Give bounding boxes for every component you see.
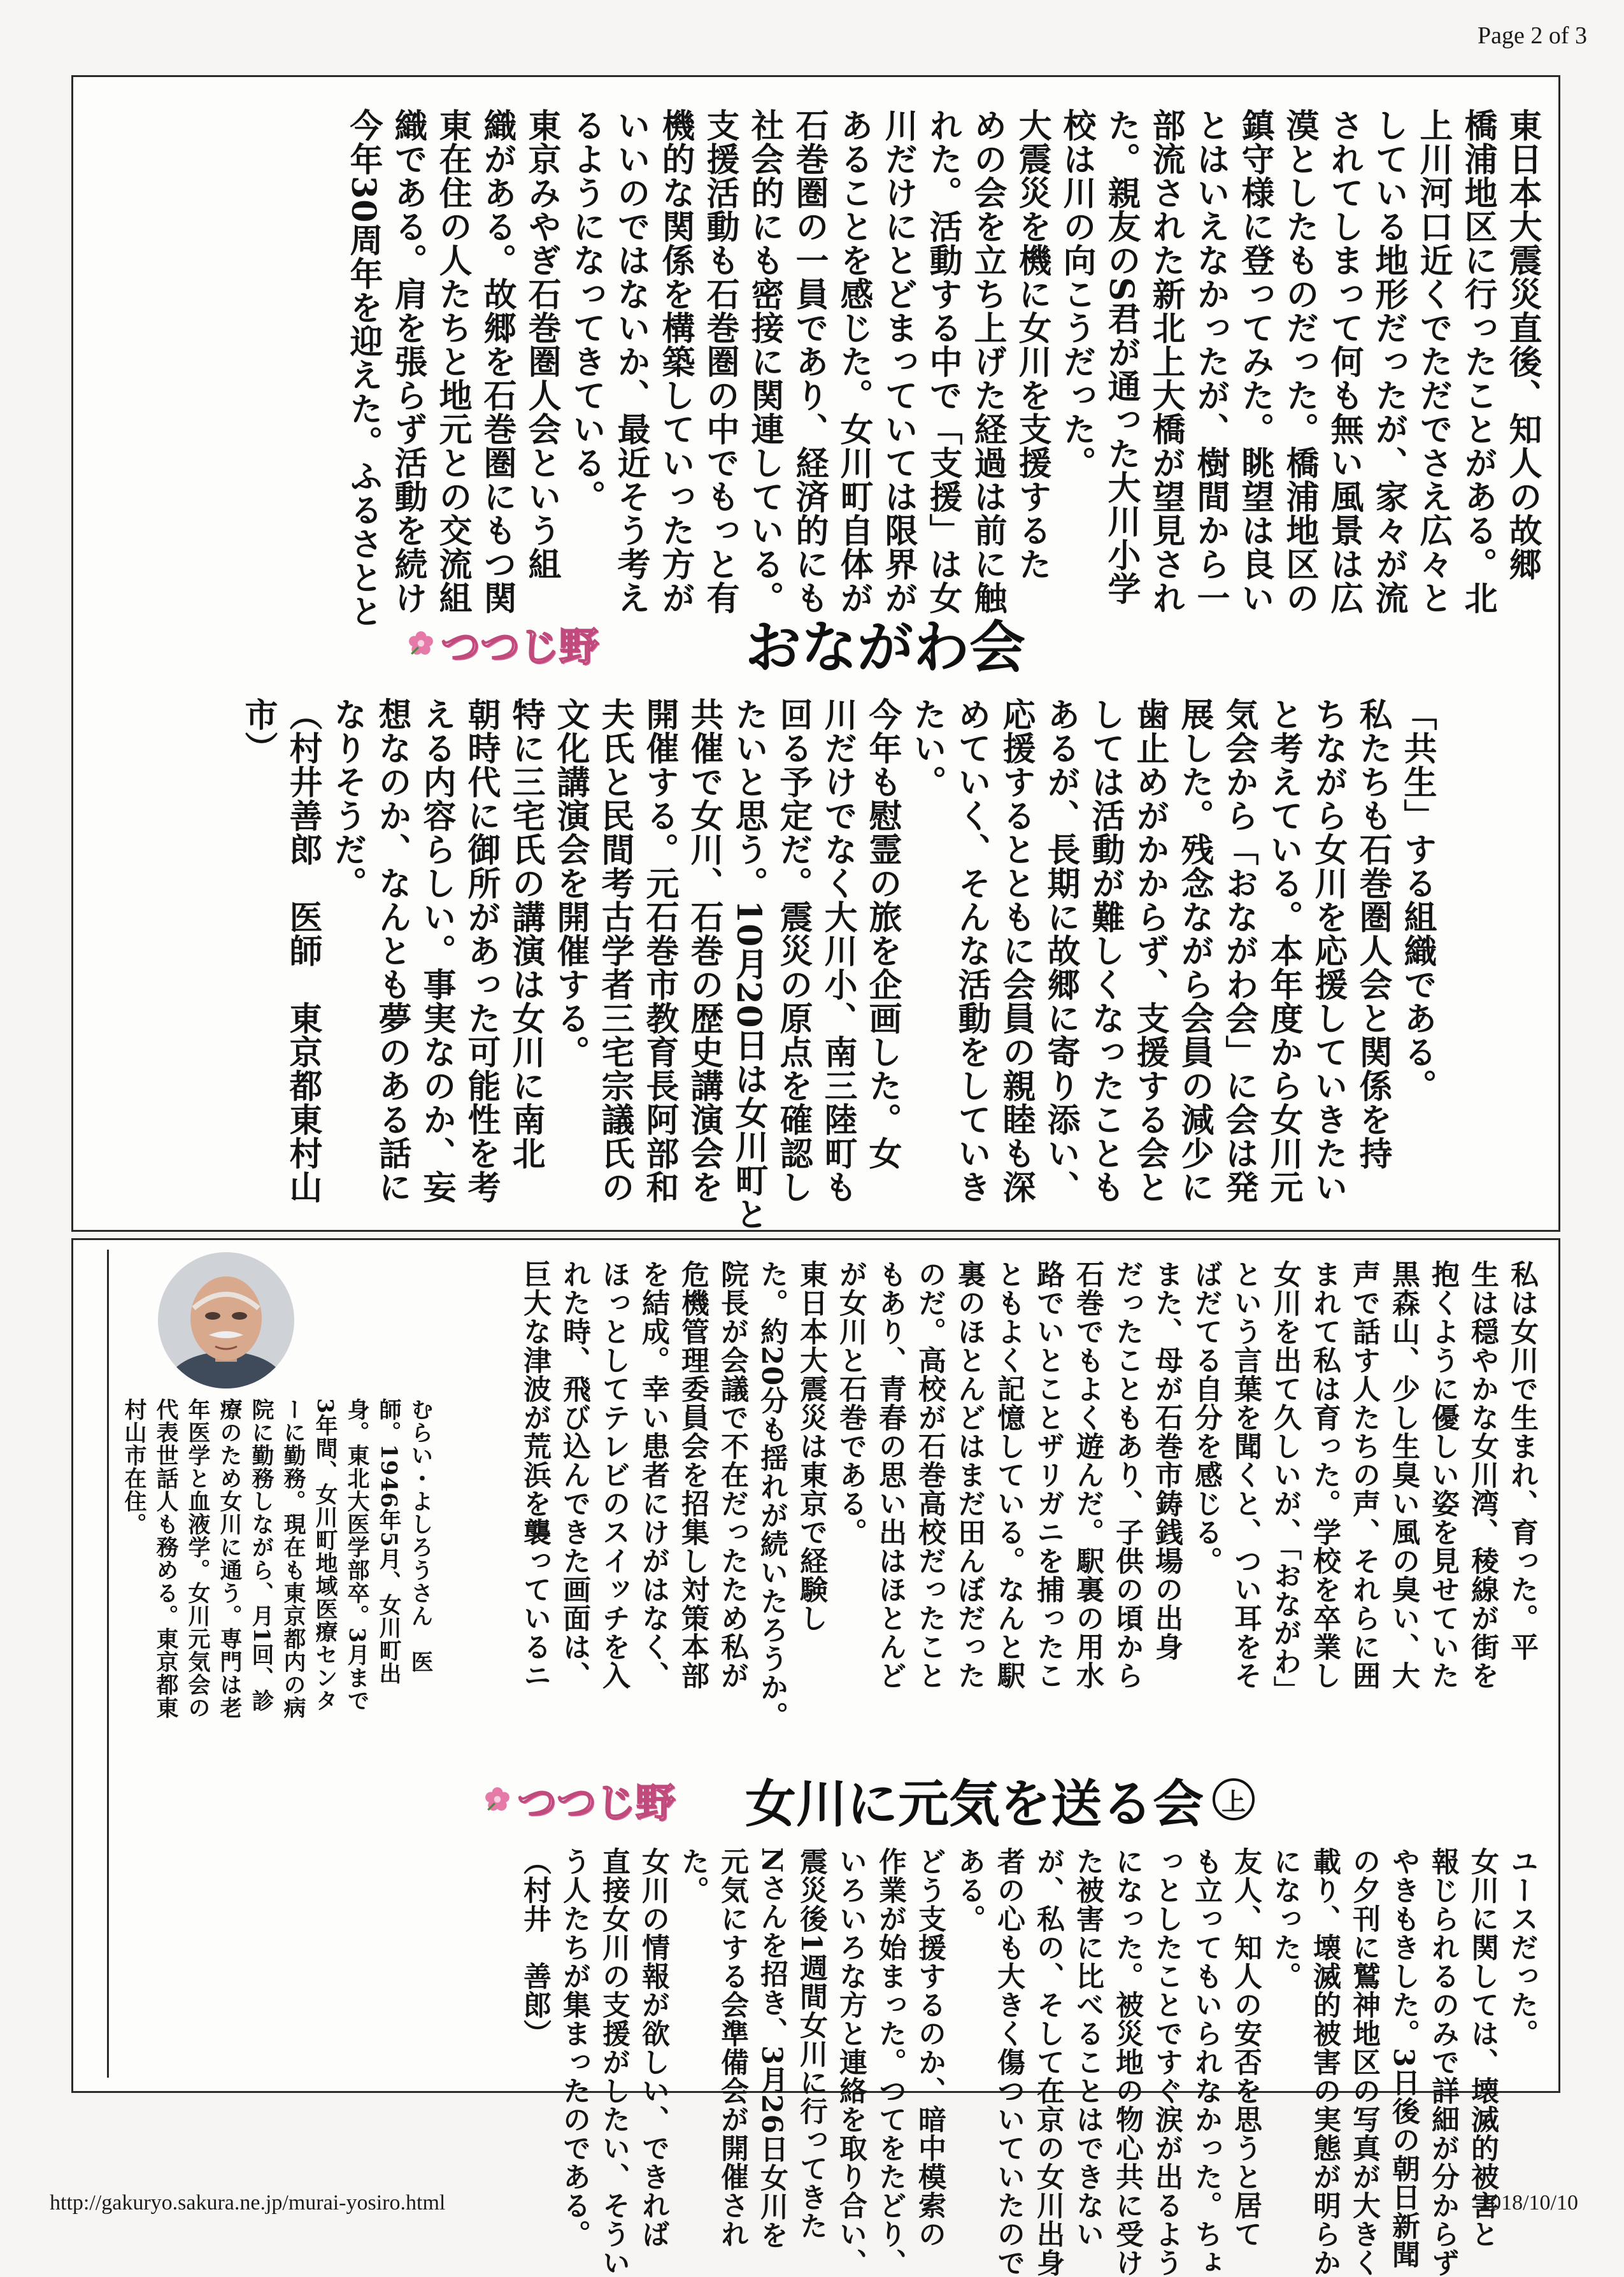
text-column: 東日本大震災直後、知人の故郷 — [1503, 108, 1542, 581]
text-column: 生は穏やかな女川湾、稜線が街を — [1466, 1260, 1499, 1690]
text-column: た。親友のS君が通った大川小学 — [1102, 108, 1141, 606]
text-column: いろいろな方と連絡を取り合い、 — [834, 1847, 867, 2277]
text-column: 部流された新北上大橋が望見され — [1146, 108, 1185, 615]
text-column: 想なのか、なんとも夢のある話に — [373, 697, 411, 1204]
text-column: めの会を立ち上げた経過は前に触 — [968, 108, 1007, 615]
article1-lower-body — [236, 697, 1439, 1231]
print-date: 2018/10/10 — [1479, 2191, 1578, 2215]
article1-title: おながわ会 — [745, 615, 1026, 680]
text-column: 橋浦地区に行ったことがある。北 — [1458, 108, 1497, 615]
text-column: れた時、飛び込んできた画面は、 — [558, 1260, 590, 1690]
text-column: になった。被災地の物心共に受け — [1111, 1847, 1143, 2277]
text-column: 女川を出て久しいが、「おながわ」 — [1269, 1260, 1301, 1704]
text-column: 直接女川の支援がしたい、そうい — [597, 1847, 630, 2277]
text-column: 今年30周年を迎えた。ふるさとと — [344, 108, 383, 629]
text-column: たいと思う。10月20日は女川町と — [729, 697, 768, 1231]
source-url-link[interactable]: http://gakuryo.sakura.ne.jp/murai-yosiro.html — [50, 2191, 446, 2215]
text-column: 東日本大震災は東京で経験し — [795, 1260, 827, 1632]
text-column: 路でいとことザリガニを捕ったこ — [1032, 1260, 1064, 1690]
text-column: るようになってきている。 — [567, 108, 606, 513]
text-column: 友人、知人の安否を思うと居て — [1229, 1847, 1262, 2248]
text-column: どう支援するのか、暗中模索の — [913, 1847, 946, 2248]
text-column: 夫氏と民間考古学者三宅宗議氏の — [595, 697, 634, 1204]
text-column: 校は川の向こうだった。 — [1057, 108, 1096, 480]
article1-upper-body — [341, 108, 1544, 656]
text-column: 特に三宅氏の講演は女川に南北 — [506, 697, 545, 1170]
text-column: の夕刊に鷲神地区の写真が大きく — [1348, 1847, 1380, 2277]
text-column: むらい・よしろうさん 医 — [408, 1398, 434, 1673]
text-column: になった。 — [1269, 1847, 1301, 1990]
azalea-flower-icon — [408, 630, 434, 657]
series-logo-text: つつじ野 — [517, 1779, 676, 1826]
text-column: 織である。肩を張らず活動を続け — [388, 108, 427, 615]
text-column: 巨大な津波が荒浜を襲っているニ — [518, 1260, 551, 1690]
text-column: している地形だったが、家々が流 — [1369, 108, 1408, 615]
text-column: 機的な関係を構築していった方が — [656, 108, 695, 615]
text-column: 市） — [239, 697, 278, 765]
text-column: ーに勤務。現在も東京都内の病 — [280, 1398, 306, 1719]
text-column: た被害に比べることはできない — [1071, 1847, 1104, 2248]
text-column: 石巻でもよく遊んだ。駅裏の用水 — [1071, 1260, 1104, 1690]
text-column: 代表世話人も務める。東京都東 — [153, 1398, 179, 1719]
text-column: いいのではないか、最近そう考え — [611, 108, 650, 615]
text-column: 大震災を機に女川を支援するた — [1013, 108, 1051, 581]
text-column: 作業が始まった。つてをたどり、 — [874, 1847, 906, 2277]
text-column: 漠としたものだった。橋浦地区の — [1280, 108, 1319, 615]
article2-title-row — [484, 1764, 1312, 1834]
text-column: 織がある。故郷を石巻圏にもつ関 — [478, 108, 516, 615]
text-column: 黒森山、少し生臭い風の臭い、大 — [1387, 1260, 1420, 1690]
author-portrait — [158, 1252, 294, 1388]
text-column: が女川と石巻である。 — [834, 1260, 867, 1546]
text-column: 共催で女川、石巻の歴史講演会を — [685, 697, 723, 1204]
text-column: 院長が会議で不在だったため私が — [716, 1260, 748, 1690]
text-column: 声で話す人たちの声、それらに囲 — [1348, 1260, 1380, 1690]
text-column: 報じられるのみで詳細が分からず — [1427, 1847, 1459, 2277]
text-column: う人たちが集まったのである。 — [558, 1847, 590, 2248]
text-column: 気会から「おながわ会」に会は発 — [1220, 697, 1258, 1204]
text-column: が、私の、そして在京の女川出身 — [1032, 1847, 1064, 2277]
text-column: 載り、壊滅的被害の実態が明らか — [1308, 1847, 1341, 2277]
text-column: 師。1946年5月、女川町出 — [376, 1398, 402, 1685]
text-column: 村山市在住。 — [121, 1398, 147, 1536]
text-column: 私たちも石巻圏人会と関係を持 — [1353, 697, 1392, 1170]
series-logo-text: つつじ野 — [441, 623, 599, 670]
text-column: 危機管理委員会を招集し対策本部 — [676, 1260, 709, 1690]
text-column: ともよく記憶している。なんと駅 — [992, 1260, 1025, 1690]
text-column: 女川に関しては、壊滅的被害と — [1466, 1847, 1499, 2248]
text-column: 今年も慰霊の旅を企画した。女 — [863, 697, 902, 1170]
text-column: 身。東北大医学部卒。3月まで — [344, 1398, 370, 1713]
text-column: 展した。残念ながら会員の減少に — [1175, 697, 1214, 1204]
text-column: もあり、青春の思い出はほとんど — [874, 1260, 906, 1690]
text-column: 川だけにとどまっていては限界が — [879, 108, 918, 615]
text-column: を結成。幸い患者にけがはなく、 — [637, 1260, 669, 1690]
portrait-image — [158, 1252, 294, 1388]
text-column: だったこともあり、子供の頃から — [1111, 1260, 1143, 1690]
text-column: まれて私は育った。学校を卒業し — [1308, 1260, 1341, 1690]
text-column: なりそうだ。 — [328, 697, 367, 900]
text-column: あるが、長期に故郷に寄り添い、 — [1041, 697, 1080, 1204]
text-column: 「共生」する組織である。 — [1398, 697, 1437, 1103]
text-column: も立ってもいられなかった。ちょ — [1190, 1847, 1222, 2277]
text-column: 療のため女川に通う。専門は老 — [217, 1398, 243, 1719]
text-column: 年医学と血液学。女川元気会の — [185, 1398, 211, 1719]
text-column: と考えている。本年度から女川元 — [1264, 697, 1303, 1204]
text-column: 者の心も大きく傷ついていたので — [992, 1847, 1025, 2277]
text-column: されてしまって何も無い風景は広 — [1325, 108, 1364, 615]
text-column: 震災後1週間女川に行ってきた — [795, 1847, 827, 2240]
profile-divider — [107, 1250, 109, 2078]
text-column: 朝時代に御所があった可能性を考 — [462, 697, 501, 1204]
article2-upper-body — [515, 1260, 1541, 1763]
text-column: あることを感じた。女川町自体が — [834, 108, 873, 615]
text-column: 回る予定だ。震災の原点を確認し — [774, 697, 813, 1204]
text-column: 私は女川で生まれ、育った。平 — [1506, 1260, 1538, 1661]
text-column: （村井善郎 医師 東京都東村山 — [283, 697, 322, 1204]
text-column: 石巻圏の一員であり、経済的にも — [790, 108, 829, 615]
text-column: 裏のほとんどはまだ田んぼだった — [953, 1260, 985, 1690]
part-marker: 上 — [1213, 1778, 1255, 1820]
text-column: ある。 — [953, 1847, 985, 1933]
text-column: また、母が石巻市鋳銭場の出身 — [1150, 1260, 1183, 1661]
text-column: ばだてる自分を感じる。 — [1190, 1260, 1222, 1575]
text-column: 社会的にも密接に関連している。 — [745, 108, 784, 615]
text-column: える内容らしい。事実なのか、妄 — [417, 697, 456, 1204]
article1-title-row — [408, 605, 1299, 682]
page-indicator: Page 2 of 3 — [1477, 22, 1587, 49]
author-profile — [118, 1398, 436, 2073]
text-column: やきもきした。3日後の朝日新聞 — [1387, 1847, 1420, 2269]
text-column: とはいえなかったが、樹間から一 — [1191, 108, 1230, 615]
text-column: ほっとしてテレビのスイッチを入 — [597, 1260, 630, 1690]
text-column: 院に勤務しながら、月1回、診 — [248, 1398, 274, 1713]
article2-title: 女川に元気を送る会 — [745, 1774, 1204, 1834]
text-column: ちながら女川を応援していきたい — [1309, 697, 1348, 1204]
text-column: 上川河口近くでただでさえ広々と — [1414, 108, 1453, 615]
text-column: 歯止めがかからず、支援する会と — [1130, 697, 1169, 1204]
text-column: （村井 善郎） — [518, 1847, 551, 2048]
text-column: た。約20分も揺れが続いたろうか。 — [755, 1260, 788, 1731]
text-column: 3年間、女川町地域医療センタ — [312, 1398, 338, 1713]
text-column: という言葉を聞くと、つい耳をそ — [1229, 1260, 1262, 1690]
text-column: 女川の情報が欲しい、できれば — [637, 1847, 669, 2248]
text-column: めていく、そんな活動をしていき — [952, 697, 991, 1204]
text-column: のだ。高校が石巻高校だったこと — [913, 1260, 946, 1690]
series-logo — [484, 1771, 675, 1828]
text-column: しては活動が難しくなったことも — [1086, 697, 1125, 1204]
text-column: た。 — [676, 1847, 709, 1904]
text-column: 応援するとともに会員の親睦も深 — [997, 697, 1036, 1204]
text-column: 鎮守様に登ってみた。眺望は良い — [1236, 108, 1274, 615]
text-column: 元気にする会準備会が開催され — [716, 1847, 748, 2248]
text-column: れた。活動する中で「支援」は女 — [923, 108, 962, 615]
text-column: 支援活動も石巻圏の中でもっと有 — [701, 108, 739, 615]
series-logo — [408, 615, 599, 672]
text-column: 開催する。元石巻市教育長阿部和 — [640, 697, 679, 1204]
text-column: 文化講演会を開催する。 — [551, 697, 590, 1069]
text-column: 抱くように優しい姿を見せていた — [1427, 1260, 1459, 1690]
text-column: 東在住の人たちと地元との交流組 — [433, 108, 472, 615]
text-column: 川だけでなく大川小、南三陸町も — [818, 697, 857, 1204]
text-column: たい。 — [908, 697, 946, 799]
text-column: っとしたことですぐ涙が出るよう — [1150, 1847, 1183, 2277]
azalea-flower-icon — [484, 1786, 511, 1813]
text-column: Nさんを招き、3月26日女川を — [755, 1847, 788, 2250]
text-column: ユースだった。 — [1506, 1847, 1538, 2048]
text-column: 東京みやぎ石巻圏人会という組 — [522, 108, 561, 581]
